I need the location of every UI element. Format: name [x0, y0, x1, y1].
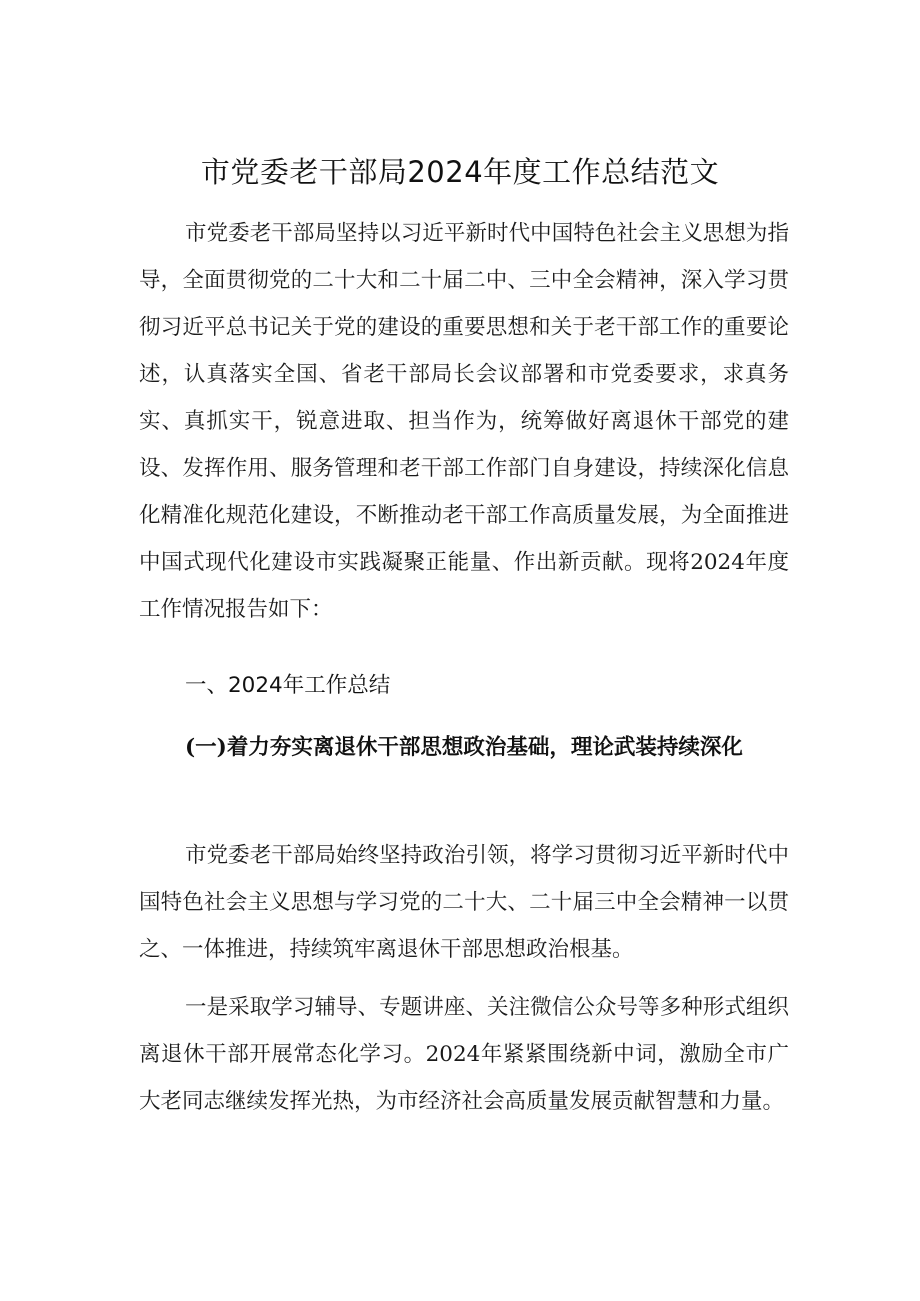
body-paragraph-2: 市党委老干部局始终坚持政治引领，将学习贯彻习近平新时代中国特色社会主义思想与学习党的二十大、二十届三中全会精神一以贯之、一体推进，持续筑牢离退休干部思想政治根基。	[139, 843, 789, 962]
intro-paragraph: 市党委老干部局坚持以习近平新时代中国特色社会主义思想为指导，全面贯彻党的二十大和二十届二中、三中全会精神，深入学习贯彻习近平总书记关于党的建设的重要思想和关于老干部工作的重要论述，认真落实全国、省老干部局长会议部署和市党委要求，求真务实、真抓实干，锐意进取、担当作为，统筹做好离退休干部党的建设、发挥作用、服务管理和老干部工作部门自身建设，持续深化信息化精准化规范化建设，不断推动老干部工作高质量发展，为全面推进中国式现代化建设市实践凝聚正能量、作出新贡献。现将2024年度工作情况报告如下：	[139, 221, 789, 622]
document-title: 市党委老干部局2024年度工作总结范文	[200, 155, 720, 189]
section-heading-1: 一、2024年工作总结	[185, 673, 391, 698]
subsection-heading-1: (一)着力夯实离退休干部思想政治基础，理论武装持续深化	[185, 735, 743, 760]
body-paragraph-3: 一是采取学习辅导、专题讲座、关注微信公众号等多种形式组织离退休干部开展常态化学习。2024年紧紧围绕新中词，激励全市广大老同志继续发挥光热，为市经济社会高质量发展贡献智慧和力量。	[139, 995, 789, 1114]
